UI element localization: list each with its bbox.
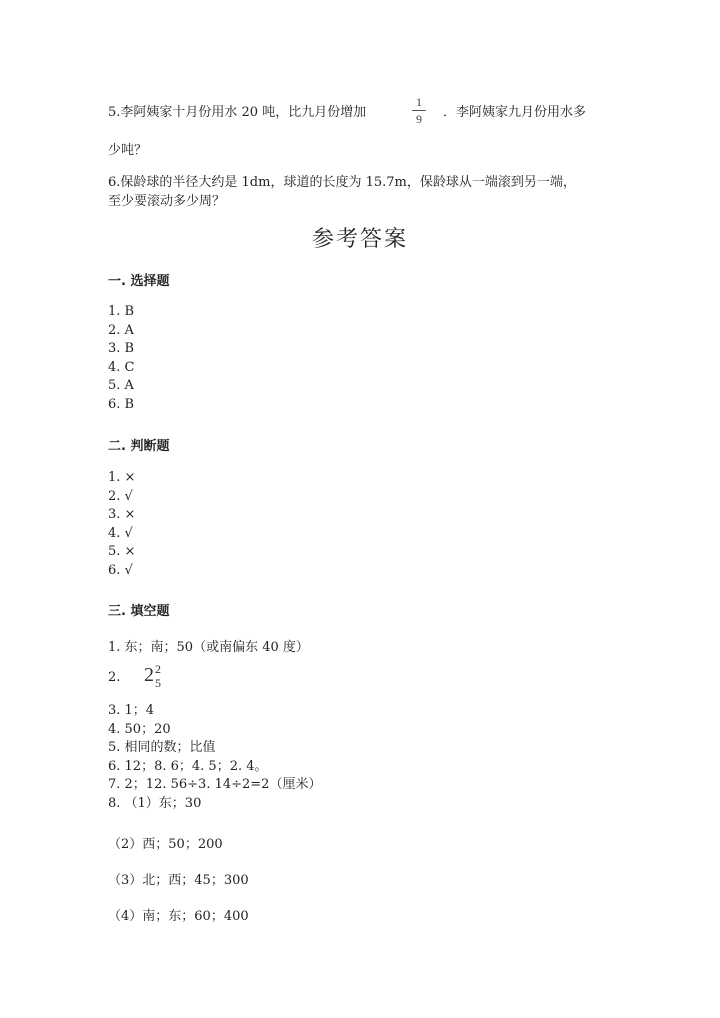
list-item: 3. × — [108, 507, 136, 523]
question-5-line-2: 少吨？ — [108, 143, 148, 158]
answer-title: 参考答案 — [311, 227, 408, 252]
list-item: 5. × — [108, 544, 136, 560]
judge-answer-list — [108, 469, 135, 581]
choice-answer-list — [108, 303, 134, 415]
question-6-line-2: 至少要滚动多少周？ — [108, 194, 226, 209]
list-item: 3. 1；4 — [108, 703, 155, 718]
list-item: 8. （1）东；30 — [108, 795, 202, 811]
list-item: 7. 2；12. 56÷3. 14÷2=2（厘米） — [108, 777, 322, 793]
list-item: 6. √ — [108, 562, 133, 578]
question-6-line-1: 6.保龄球的半径大约是 1dm，球道的长度为 15.7m，保龄球从一端滚到另一端， — [108, 175, 576, 190]
question-5-text-b: ．李阿姨家九月份用水多 — [443, 105, 587, 120]
list-item: 2. A — [108, 322, 134, 338]
question-5-fraction — [412, 96, 426, 125]
fill-answer-1: 1. 东；南；50（或南偏东 40 度） — [108, 640, 309, 655]
list-item: 4. C — [108, 359, 135, 375]
list-item: 3. B — [108, 341, 135, 357]
section-heading-judge: 二. 判断题 — [108, 439, 170, 454]
fill-answer-list — [108, 702, 321, 814]
mixed-number-numerator: 2 — [155, 662, 161, 676]
section-heading-fill: 三. 填空题 — [108, 604, 170, 619]
list-item: 1. × — [108, 470, 136, 485]
fill-answer-8-part-2: （2）西；50；200 — [108, 837, 223, 852]
question-5-line-1-end — [443, 101, 586, 120]
question-5-line-1 — [108, 101, 366, 120]
list-item: 6. B — [108, 396, 135, 412]
section-heading-choice: 一. 选择题 — [108, 274, 170, 289]
mixed-number-denominator: 5 — [155, 676, 161, 690]
fraction-denominator: 9 — [416, 112, 422, 126]
fill-answer-2-mixed-number — [144, 662, 168, 692]
fill-answer-8-part-3: （3）北；西；45；300 — [108, 873, 249, 888]
fraction-numerator: 1 — [416, 95, 422, 109]
list-item: 4. 50；20 — [108, 721, 171, 737]
mixed-number-whole: 2 — [144, 664, 154, 686]
list-item: 5. 相同的数；比值 — [108, 740, 216, 756]
question-5-text-a: 5.李阿姨家十月份用水 20 吨，比九月份增加 — [108, 105, 367, 120]
list-item: 2. √ — [108, 488, 133, 504]
fill-answer-2-label: 2. — [108, 670, 121, 685]
list-item: 1. B — [108, 304, 135, 319]
fill-answer-8-part-4: （4）南；东；60；400 — [108, 909, 249, 924]
list-item: 5. A — [108, 378, 134, 394]
list-item: 4. √ — [108, 525, 133, 541]
list-item: 6. 12；8. 6；4. 5；2. 4。 — [108, 758, 268, 774]
fraction-bar — [412, 110, 426, 111]
